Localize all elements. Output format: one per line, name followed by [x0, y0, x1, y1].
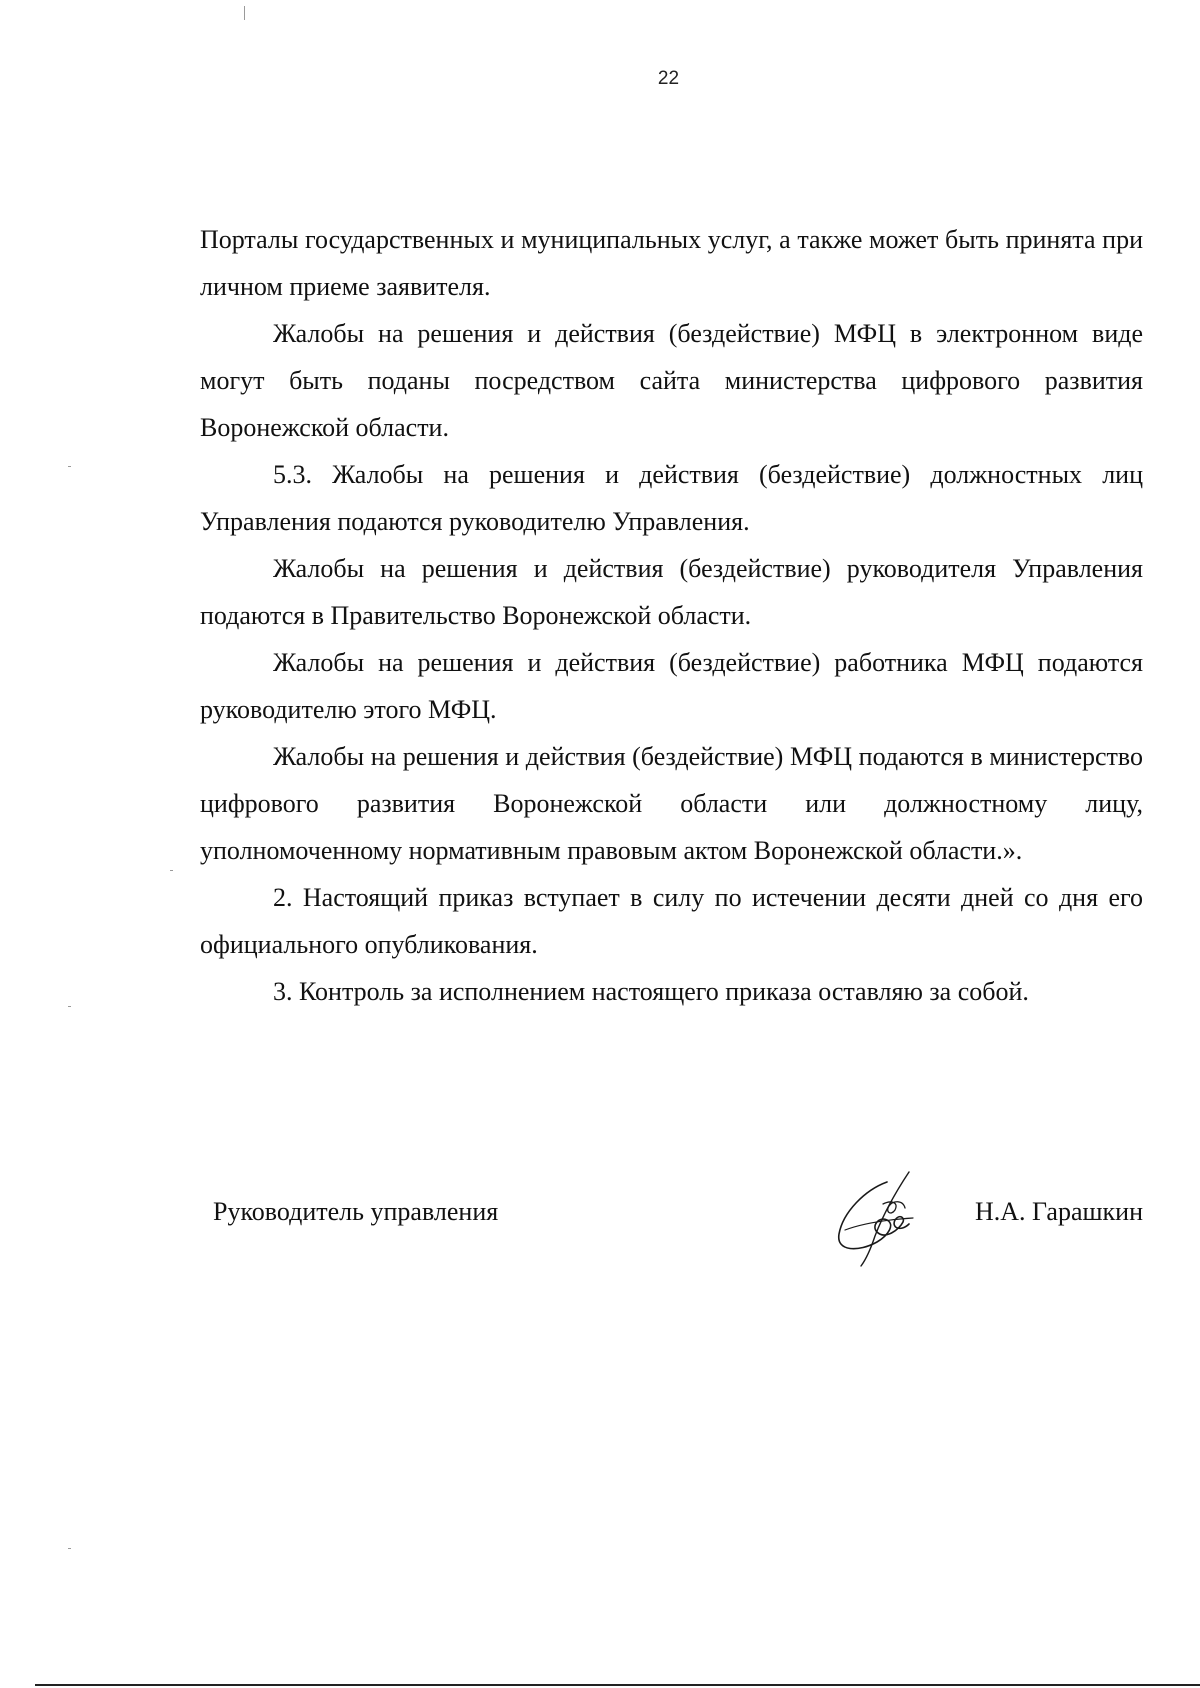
signatory-name: Н.А. Гарашкин — [975, 1197, 1143, 1226]
scan-artifact-mark — [68, 466, 71, 467]
paragraph-item-2: 2. Настоящий приказ вступает в силу по истечении десяти дней со дня его официального опубликования. — [200, 883, 1143, 959]
scan-artifact-mark — [68, 1548, 71, 1549]
scan-bottom-edge — [35, 1684, 1200, 1686]
signature-block — [213, 1180, 1143, 1320]
signatory-position: Руководитель управления — [213, 1197, 499, 1226]
paragraph-head-complaints: Жалобы на решения и действия (бездействие) руководителя Управления подаются в Правительство Воронежской области. — [200, 554, 1143, 630]
paragraph-item-3: 3. Контроль за исполнением настоящего приказа оставляю за собой. — [273, 977, 1029, 1006]
page-number: 22 — [657, 68, 680, 89]
paragraph-continuation: Порталы государственных и муниципальных услуг, а также может быть принята при личном приеме заявителя. — [200, 225, 1143, 301]
scan-artifact-mark — [244, 6, 245, 20]
scan-artifact-mark — [68, 1006, 71, 1007]
handwritten-signature — [825, 1160, 925, 1270]
scan-artifact-mark — [170, 870, 173, 871]
paragraph-mfc-complaints: Жалобы на решения и действия (бездействие) МФЦ подаются в министерство цифрового развития Воронежской области или должностному лицу, уполномоченному нормативным правовым актом Воронежской области.». — [200, 742, 1143, 865]
paragraph-5-3: 5.3. Жалобы на решения и действия (бездействие) должностных лиц Управления подаются руководителю Управления. — [200, 460, 1143, 536]
paragraph-electronic-complaints: Жалобы на решения и действия (бездействие) МФЦ в электронном виде могут быть поданы посредством сайта министерства цифрового развития Воронежской области. — [200, 319, 1143, 442]
document-body — [200, 216, 1143, 1015]
paragraph-mfc-employee-complaints: Жалобы на решения и действия (бездействие) работника МФЦ подаются руководителю этого МФЦ. — [200, 648, 1143, 724]
